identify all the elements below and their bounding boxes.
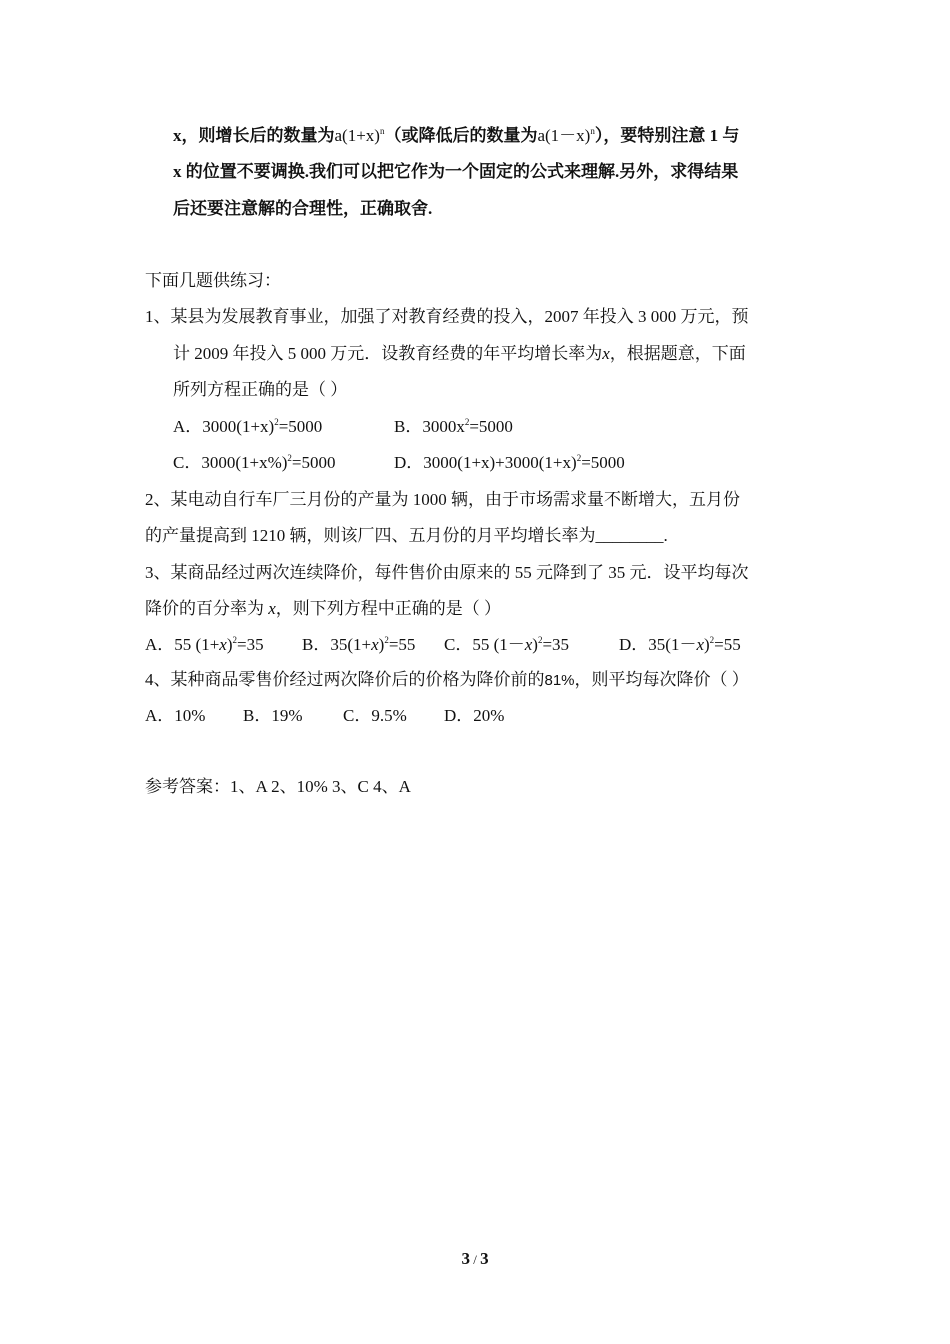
q1-option-b: B．$3000x^2=5000$ [394, 417, 513, 436]
q4-option-b: B．19% [243, 706, 303, 725]
q1-line-3: 所列方程正确的是（ ） [173, 380, 348, 399]
q1-text: ，根据题意，下面 [609, 344, 746, 363]
exponent: n [379, 126, 385, 136]
total-pages: 3 [480, 1249, 489, 1268]
page-number [0, 1249, 950, 1269]
q3-line-1: 3、某商品经过两次连续降价，每件售价由原来的 55 元降到了 35 元．设平均每次 [145, 563, 749, 582]
q1-option-d: D．$3000(1+x)+3000(1+x)^2=5000$ [394, 453, 625, 472]
q3-option-a: A．55 $(1+x)^2=35$ [145, 635, 264, 654]
q4-option-d: D．20% [444, 706, 505, 725]
q4-line-1: 4、某种商品零售价经过两次降价后的价格为降价前的81%，则平均每次降价（ ） [145, 670, 749, 689]
variable-x: x [602, 344, 610, 363]
q1-text: 计 2009 年投入 5 000 万元．设教育经费的年平均增长率为 [173, 344, 603, 363]
formula-decline: a(1－x) [537, 126, 591, 145]
formula-growth: a(1+x) [334, 126, 380, 145]
q4-option-c: C．9.5% [343, 706, 407, 725]
q3-option-d: D．$35(1-x)^2=55$ [619, 635, 741, 654]
summary-text: （或降低后的数量为 [384, 126, 538, 145]
q4-option-a: A．10% [145, 706, 206, 725]
summary-line-2: x 的位置不要调换.我们可以把它作为一个固定的公式来理解.另外，求得结果 [173, 162, 739, 181]
q3-option-c: C．55 $(1-x)^2=35$ [444, 635, 570, 654]
summary-text: x，则增长后的数量为 [173, 126, 335, 145]
q1-option-c: C．$3000(1+x\%)^2=5000$ [173, 453, 336, 472]
q1-option-a: A．$3000(1+x)^2=5000$ [173, 417, 323, 436]
variable-x: x [268, 599, 276, 618]
q3-line-2: 降价的百分率为 x，则下列方程中正确的是（ ） [145, 599, 502, 618]
summary-line-3: 后还要注意解的合理性，正确取舍. [173, 199, 433, 218]
answer-key: 参考答案：1、A 2、10% 3、C 4、A [145, 777, 411, 796]
q1-line-2 [173, 343, 746, 365]
page-separator: / [469, 1252, 481, 1267]
q3-option-b: B．$35(1+x)^2=55$ [302, 635, 416, 654]
q2-line-1: 2、某电动自行车厂三月份的产量为 1000 辆，由于市场需求量不断增大，五月份 [145, 490, 740, 509]
exponent: n [590, 126, 595, 136]
summary-text: ），要特别注意 1 与 [594, 126, 740, 145]
q1-line-1: 1、某县为发展教育事业，加强了对教育经费的投入，2007 年投入 3 000 万元，预 [145, 307, 749, 326]
current-page: 3 [461, 1249, 470, 1268]
q2-line-2: 的产量提高到 1210 辆，则该厂四、五月份的月平均增长率为________. [145, 526, 668, 545]
summary-line-1 [173, 125, 739, 147]
practice-heading: 下面几题供练习： [145, 271, 281, 290]
